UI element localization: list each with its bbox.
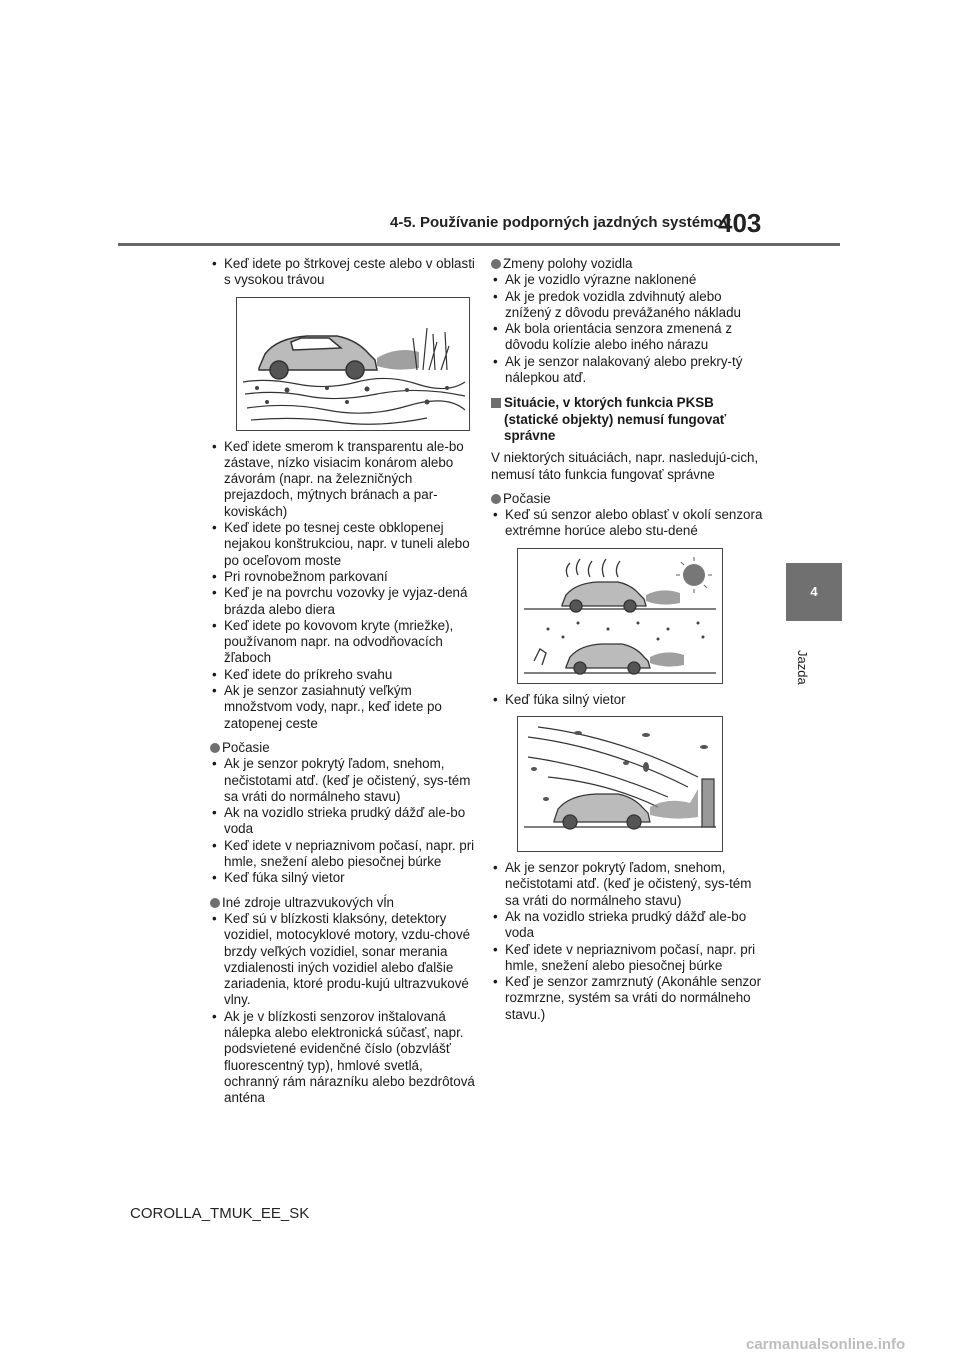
list-item: • Keď je na povrchu vozovky je vyjaz-dená brázda alebo diera (210, 585, 480, 618)
right-column (491, 256, 763, 1023)
section-paragraph: V niektorých situáciách, napr. nasledujú-cich, nemusí táto funkcia fungovať správne (491, 450, 759, 482)
list-group-weather-2 (491, 491, 763, 540)
list-item: • Keď fúka silný vietor (210, 870, 480, 886)
list-item: • Keď fúka silný vietor (491, 692, 763, 708)
header-title: 4-5. Používanie podporných jazdných systémov (390, 214, 731, 231)
list-item: • Keď sú senzor alebo oblasť v okolí senzora extrémne horúce alebo stu-dené (491, 507, 763, 540)
list-item: • Keď idete v nepriaznivom počasí, napr. pri hmle, snežení alebo piesočnej búrke (210, 838, 480, 871)
left-column (210, 256, 480, 1106)
list-item: • Keď idete smerom k transparentu ale-bo zástave, nízko visiacim konárom alebo závorám (napr. na železničných prejazdoch, mýtnych bránach a par-koviskách) (210, 439, 480, 520)
list-item: • Ak je senzor pokrytý ľadom, snehom, nečistotami atď. (keď je očistený, sys-tém sa vráti do normálneho stavu) (210, 756, 480, 805)
chapter-tab[interactable]: 4 (786, 563, 842, 621)
list-item: • Keď sú v blízkosti klaksóny, detektory vozidiel, motocyklové motory, vzdu-chové brzdy veľkých vozidiel, sonar merania vzdialenosti iných vozidiel alebo ďalšie zariadenia, ktoré produ-kujú ultrazvukové vlny. (210, 911, 480, 1009)
list-item: • Ak je senzor nalakovaný alebo prekry-tý nálepkou atď. (491, 354, 763, 387)
list-item: • Keď je senzor zamrznutý (Akonáhle senzor rozmrzne, systém sa vráti do normálneho stavu.) (491, 974, 763, 1023)
chapter-label: Jazda (795, 650, 810, 685)
list-item: • Ak je vozidlo výrazne naklonené (491, 272, 763, 288)
list-item: • Keď idete po tesnej ceste obklopenej nejakou konštrukciou, napr. v tuneli alebo po oceľovom moste (210, 520, 480, 569)
list-item: • Ak na vozidlo strieka prudký dážď ale-bo voda (491, 909, 763, 942)
list-item: • Ak je predok vozidla zdvihnutý alebo znížený z dôvodu prevážaného nákladu (491, 289, 763, 322)
list-item: • Ak je senzor zasiahnutý veľkým množstvom vody, napr., keď idete po zatopenej ceste (210, 683, 480, 732)
group-heading: Počasie (210, 740, 480, 756)
list-item: • Ak je senzor pokrytý ľadom, snehom, nečistotami atď. (keď je očistený, sys-tém sa vráti do normálneho stavu) (491, 860, 763, 909)
list-item: • Ak na vozidlo strieka prudký dážď ale-bo voda (210, 805, 480, 838)
list-item: • Ak je v blízkosti senzorov inštalovaná nálepka alebo elektronická súčasť, napr. podsvietené evidenčné číslo (obzvlášť fluorescentný typ), hmlové svetlá, ochranný rám nárazníku alebo bezdrôtová anténa (210, 1009, 480, 1107)
illustration-hot-cold (517, 548, 723, 684)
list-item: • Keď idete do príkreho svahu (210, 667, 480, 683)
list-item: • Keď idete v nepriaznivom počasí, napr. pri hmle, snežení alebo piesočnej búrke (491, 942, 763, 975)
list-item: • Pri rovnobežnom parkovaní (210, 569, 480, 585)
list-group-position (491, 256, 763, 386)
page-number: 403 (718, 208, 762, 238)
group-heading: Iné zdroje ultrazvukových vĺn (210, 895, 480, 911)
illustration-strong-wind (517, 716, 723, 852)
list-group (491, 860, 763, 1023)
document-code: COROLLA_TMUK_EE_SK (130, 1205, 310, 1222)
list-item: • Keď idete po kovovom kryte (mriežke), používanom napr. na odvodňovacích žľaboch (210, 618, 480, 667)
section-heading: Situácie, v ktorých funkcia PKSB (statické objekty) nemusí fungovať správne (491, 395, 763, 444)
group-heading: Zmeny polohy vozidla (491, 256, 763, 272)
list-item: • Keď idete po štrkovej ceste alebo v oblasti s vysokou trávou (210, 256, 480, 289)
list-group-ultrasonic (210, 895, 480, 1107)
list-group (210, 439, 480, 732)
header-divider (118, 243, 840, 246)
list-item: • Ak bola orientácia senzora zmenená z dôvodu kolízie alebo iného nárazu (491, 321, 763, 354)
group-heading: Počasie (491, 491, 763, 507)
illustration-gravel-road (236, 297, 470, 431)
watermark: carmanualsonline.info (746, 1336, 906, 1353)
list-group-weather (210, 740, 480, 887)
